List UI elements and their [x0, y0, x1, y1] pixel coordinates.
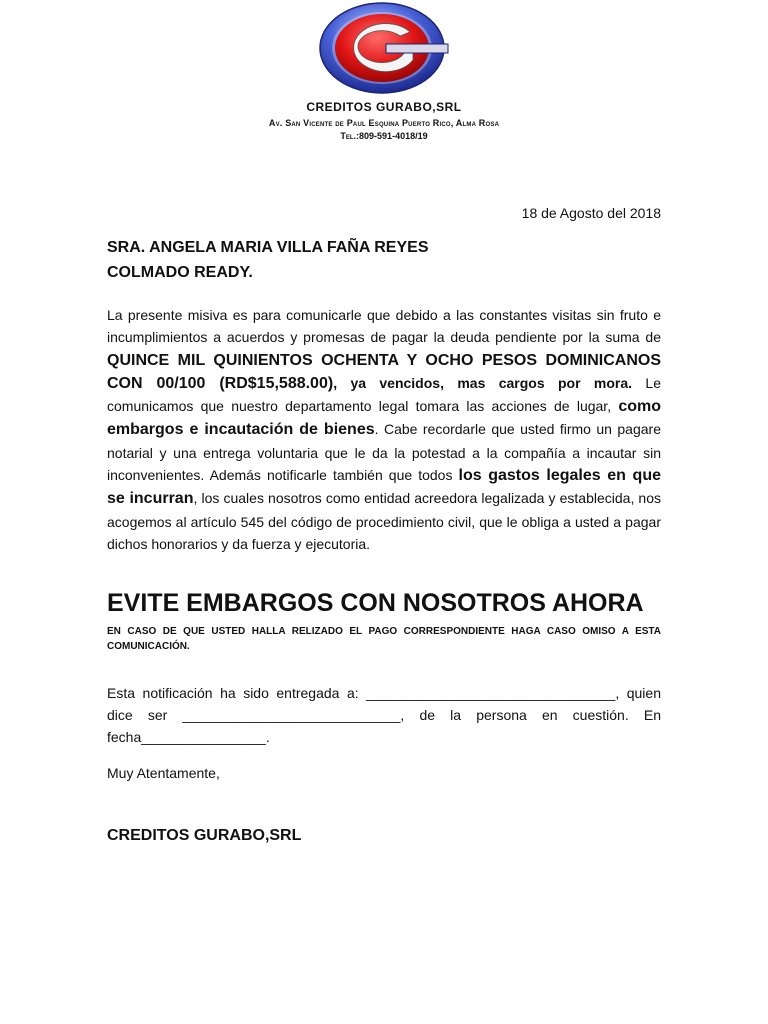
- payment-notice: EN CASO DE QUE USTED HALLA RELIZADO EL PAGO CORRESPONDIENTE HAGA CASO OMISO A ESTA COMUNICACIÓN.: [107, 626, 661, 652]
- debt-amount: QUINCE MIL QUINIENTOS OCHENTA Y OCHO PESOS DOMINICANOS CON 00/100 (RD$15,588.00): [107, 351, 661, 392]
- seizure-text: como embargos e incautación de bienes: [107, 398, 661, 439]
- company-address: Av. San Vicente de Paul Esquina Puerto Rico, Alma Rosa: [268, 118, 500, 128]
- letter-body: [107, 304, 661, 555]
- delivery-statement: Esta notificación ha sido entregada a: ________________________________, quien dice ser ____________________________, de la persona en cuestión. En fecha________________.: [107, 685, 661, 745]
- legal-action-text: Le comunicamos que nuestro departamento legal tomara las acciones de lugar,: [107, 374, 661, 415]
- body-intro: La presente misiva es para comunicarle que debido a las constantes visitas sin fruto e incumplimientos a acuerdos y promesas de pagar la deuda pendiente por la suma de: [107, 307, 661, 346]
- letter-date: 18 de Agosto del 2018: [521, 205, 661, 221]
- recipient-name: SRA. ANGELA MARIA VILLA FAÑA REYES: [107, 239, 429, 256]
- recipient-business: COLMADO READY.: [107, 264, 253, 281]
- company-name: CREDITOS GURABO,SRL: [306, 100, 462, 114]
- company-phone: Tel.:809-591-4018/19: [340, 131, 428, 141]
- body-end: , los cuales nosotros como entidad acreedora legalizada y establecida, nos acogemos al artículo 545 del código de procedimiento civil, que le obliga a usted a pagar dichos honorarios y da fuerza y ejecutoria.: [107, 490, 662, 552]
- signature: CREDITOS GURABO,SRL: [107, 827, 302, 844]
- closing: Muy Atentamente,: [107, 765, 220, 781]
- company-logo: [318, 2, 450, 94]
- overdue-charges: , ya vencidos, mas cargos por mora.: [333, 374, 633, 391]
- headline: EVITE EMBARGOS CON NOSOTROS AHORA: [107, 589, 644, 617]
- legal-costs-text: los gastos legales en que se incurran: [107, 467, 662, 508]
- pagare-text: . Cabe recordarle que usted firmo un pagare notarial y una entrega voluntaria que le da la potestad a la compañía a incautar sin inconvenientes. Además notificarle también que todos: [107, 421, 661, 484]
